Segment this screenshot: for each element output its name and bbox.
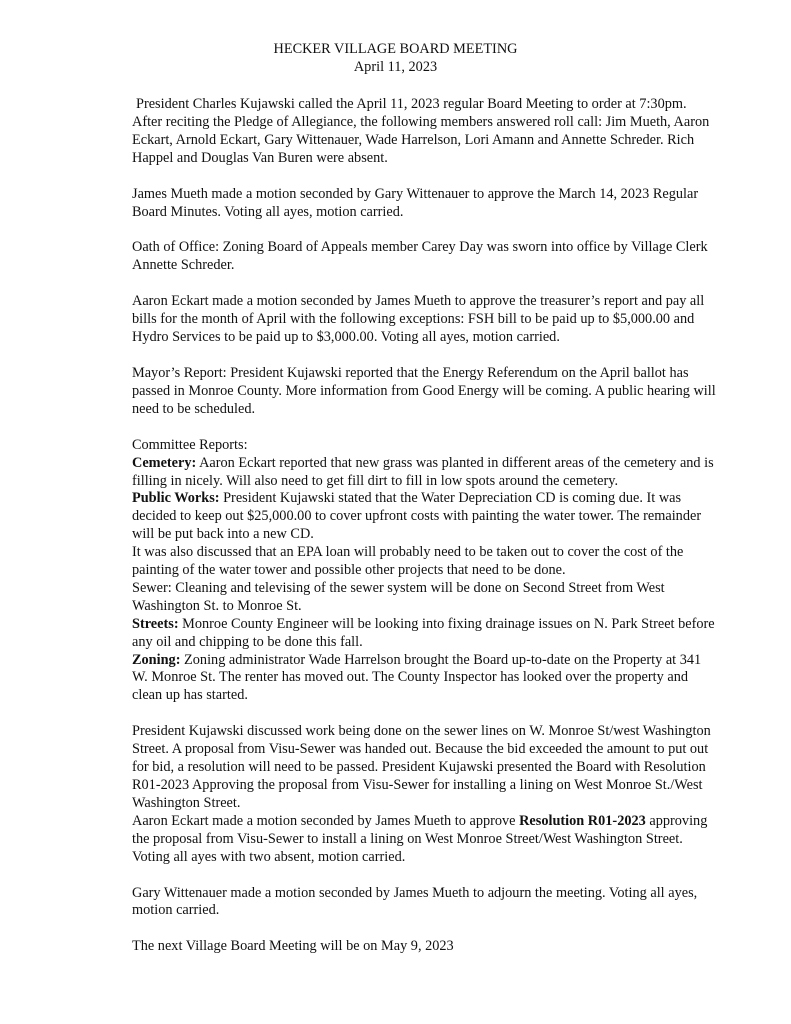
zoning-report: [132, 652, 716, 706]
public-works-text: President Kujawski stated that the Water Depreciation CD is coming due. It was decided to keep out $25,000.00 to cover upfront costs with painting the water tower. The remainder will be put back into a new CD.: [132, 490, 702, 543]
adjourn-paragraph: Gary Wittenauer made a motion seconded by James Mueth to adjourn the meeting. Voting all ayes, motion carried.: [132, 884, 698, 919]
epa-loan-paragraph: It was also discussed that an EPA loan will probably need to be taken out to cover the cost of the painting of the water tower and possible other projects that need to be done.: [132, 544, 684, 579]
sewer-report: Sewer: Cleaning and televising of the sewer system will be done on Second Street from West Washington St. to Monroe St.: [132, 579, 665, 614]
streets-text: Monroe County Engineer will be looking into fixing drainage issues on N. Park Street before any oil and chipping to be done this fall.: [132, 615, 715, 650]
zoning-label: Zoning:: [132, 651, 181, 668]
committee-reports-heading: Committee Reports:: [132, 436, 248, 453]
oath-paragraph: Oath of Office: Zoning Board of Appeals member Carey Day was sworn into office by Village Clerk Annette Schreder.: [132, 239, 708, 274]
cemetery-label: Cemetery:: [132, 454, 197, 471]
call-to-order-paragraph: President Charles Kujawski called the April 11, 2023 regular Board Meeting to order at 7:30pm. After reciting the Pledge of Allegiance, the following members answered roll call: Jim Mueth, Aaron Eckart, Arnold Eckart, Gary Wittenauer, Wade Harrelson, Lori Amann and Annette Schreder. Rich Happel and Douglas Van Buren were absent.: [132, 96, 710, 166]
treasurer-report-paragraph: Aaron Eckart made a motion seconded by James Mueth to approve the treasurer’s report and pay all bills for the month of April with the following exceptions: FSH bill to be paid up to $5,000.00 and Hydro Services to be paid up to $3,000.00. Voting all ayes, motion carried.: [132, 293, 705, 346]
next-meeting-paragraph: The next Village Board Meeting will be on May 9, 2023: [132, 938, 454, 955]
sewer-lines-paragraph: President Kujawski discussed work being done on the sewer lines on W. Monroe St/west Washington Street. A proposal from Visu-Sewer was handed out. Because the bid exceeded the amount to put out for bid, a resolution will need to be passed. President Kujawski presented the Board with Resolution R01-2023 Approving the proposal from Visu-Sewer for installing a lining on West Monroe St./West Washington Street.: [132, 723, 711, 811]
minutes-body: [132, 96, 716, 956]
public-works-report: [132, 490, 716, 544]
public-works-label: Public Works:: [132, 490, 220, 507]
mayor-report-paragraph: Mayor’s Report: President Kujawski reported that the Energy Referendum on the April ballot has passed in Monroe County. More information from Good Energy will be coming. A public hearing will need to be scheduled.: [132, 364, 716, 417]
resolution-motion-before: Aaron Eckart made a motion seconded by James Mueth to approve: [132, 812, 520, 829]
meeting-date: April 11, 2023: [353, 59, 438, 75]
resolution-motion-paragraph: [132, 813, 716, 867]
document-title: HECKER VILLAGE BOARD MEETING: [273, 41, 518, 57]
resolution-motion-after: approving the proposal from Visu-Sewer to install a lining on West Monroe Street/West Washington Street. Voting all ayes with two absent, motion carried.: [132, 812, 708, 865]
cemetery-report: [132, 455, 716, 491]
streets-label: Streets:: [132, 615, 179, 632]
cemetery-text: Aaron Eckart reported that new grass was planted in different areas of the cemetery and is filling in nicely. Will also need to get fill dirt to fill in low spots around the cemetery.: [132, 454, 714, 489]
streets-report: [132, 616, 716, 652]
zoning-text: Zoning administrator Wade Harrelson brought the Board up-to-date on the Property at 341 W. Monroe St. The renter has moved out. The County Inspector has looked over the property and clean up has started.: [132, 651, 702, 704]
resolution-label: Resolution R01-2023: [519, 812, 646, 829]
minutes-approval-paragraph: James Mueth made a motion seconded by Gary Wittenauer to approve the March 14, 2023 Regular Board Minutes. Voting all ayes, motion carried.: [132, 185, 699, 220]
